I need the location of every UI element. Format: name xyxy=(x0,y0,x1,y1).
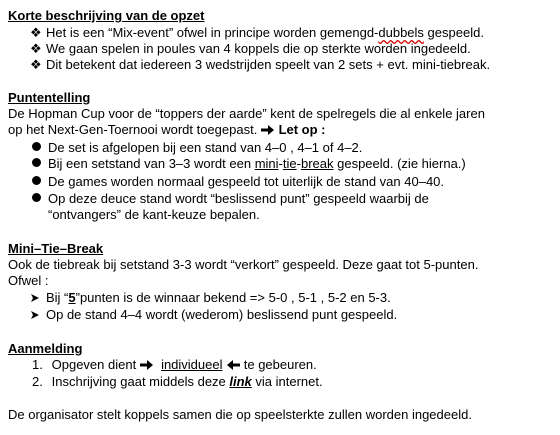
spellcheck-word: dubbels xyxy=(378,25,424,40)
bullet-icon xyxy=(32,140,48,156)
list-item: De games worden normaal gespeeld tot uiterlijk de stand van 40–40. xyxy=(32,174,444,190)
list-item-continuation: “ontvangers” de kant-keuze bepalen. xyxy=(48,207,260,222)
list-item: Bij een setstand van 3–3 wordt een mini-tie-break gespeeld. (zie hierna.) xyxy=(32,156,466,172)
bullet-icon xyxy=(32,191,48,207)
section-title-opzet: Korte beschrijving van de opzet xyxy=(8,8,205,23)
paragraph: Ook de tiebreak bij setstand 3-3 wordt “verkort” gespeeld. Deze gaat tot 5-punten. xyxy=(8,257,479,272)
arrowhead-bullet-icon xyxy=(30,307,46,323)
list-item: Bij “5”punten is de winnaar bekend => 5-0 , 5-1 , 5-2 en 5-3. xyxy=(30,290,391,306)
section-title-aanmelding: Aanmelding xyxy=(8,341,83,356)
list-item: ❖ Het is een “Mix-event” ofwel in principe worden gemengd-dubbels gespeeld. xyxy=(30,25,484,40)
list-item: Op deze deuce stand wordt “beslissend punt” gespeeld waarbij de xyxy=(32,191,429,207)
paragraph: op het Next-Gen-Toernooi wordt toegepast. Let op : xyxy=(8,122,326,137)
right-arrow-icon xyxy=(140,359,154,371)
list-item: De set is afgelopen bij een stand van 4–0 , 4–1 of 4–2. xyxy=(32,140,362,156)
list-item: ❖ Dit betekent dat iedereen 3 wedstrijden speelt van 2 sets + evt. mini-tiebreak. xyxy=(30,57,491,72)
list-item: Op de stand 4–4 wordt (wederom) beslissend punt gespeeld. xyxy=(30,307,397,323)
left-arrow-icon xyxy=(226,359,240,371)
list-item: 2. Inschrijving gaat middels deze link via internet. xyxy=(32,374,323,389)
diamond-bullet-icon: ❖ xyxy=(30,57,42,72)
section-title-puntentelling: Puntentelling xyxy=(8,90,91,105)
arrowhead-bullet-icon xyxy=(30,290,46,306)
paragraph: De Hopman Cup voor de “toppers der aarde” kent de spelregels die al enkele jaren xyxy=(8,106,485,121)
closing-sentence: De organisator stelt koppels samen die op speelsterkte zullen worden ingedeeld. xyxy=(8,407,472,422)
bullet-icon xyxy=(32,156,48,172)
list-item: ❖ We gaan spelen in poules van 4 koppels die op sterkte worden ingedeeld. xyxy=(30,41,471,56)
paragraph: Ofwel : xyxy=(8,273,49,288)
diamond-bullet-icon: ❖ xyxy=(30,25,42,40)
bullet-icon xyxy=(32,174,48,190)
section-title-mini-tie-break: Mini–Tie–Break xyxy=(8,241,104,256)
right-arrow-icon xyxy=(261,124,275,136)
diamond-bullet-icon: ❖ xyxy=(30,41,42,56)
list-item: 1. Opgeven dient individueel te gebeuren. xyxy=(32,357,317,372)
internet-link[interactable]: link xyxy=(229,374,252,389)
